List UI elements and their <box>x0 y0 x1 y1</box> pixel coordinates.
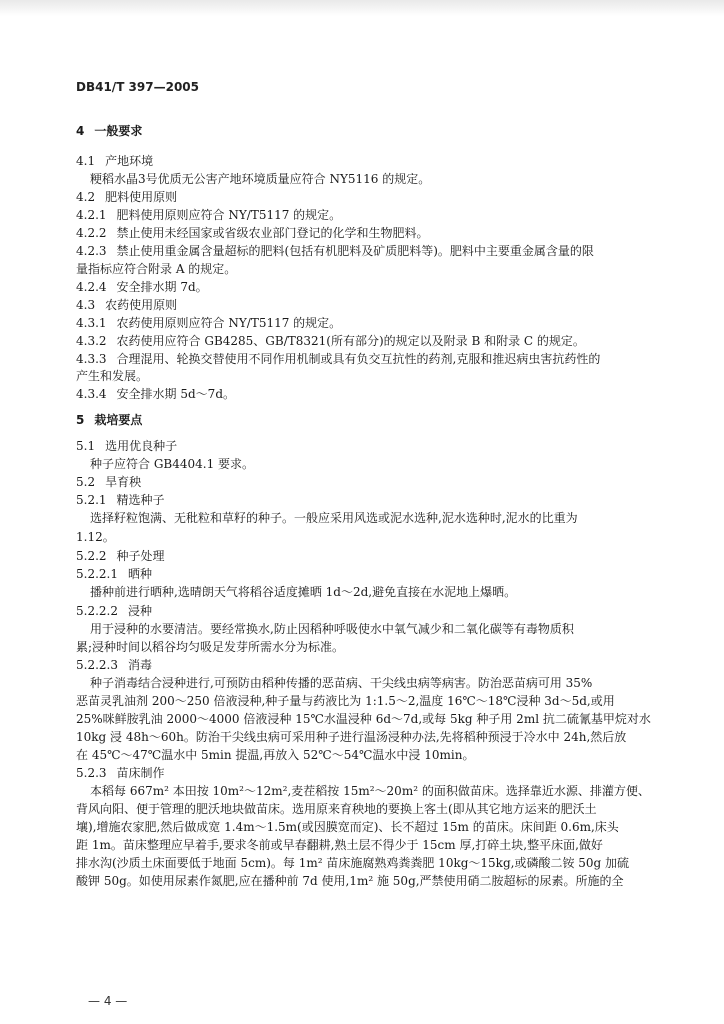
clause-text: 粳稻水晶3号优质无公害产地环境质量应符合 NY5116 的规定。 <box>90 172 431 186</box>
clause-text: 旱育秧 <box>105 475 142 489</box>
clause-text: 恶苗灵乳油剂 200～250 倍液浸种,种子量与药液比为 1:1.5～2,温度 16℃～18℃浸种 3d～5d,或用 <box>76 694 615 708</box>
text-line <box>76 874 648 888</box>
clause-text: 安全排水期 7d。 <box>116 280 208 294</box>
clause-number: 5.2 <box>76 475 96 489</box>
text-line <box>76 439 648 453</box>
text-line <box>76 712 651 726</box>
text-line <box>76 604 648 618</box>
clause-number: 4.2.2 <box>76 226 107 240</box>
text-line <box>76 622 648 636</box>
clause-text: 栽培要点 <box>94 413 143 427</box>
clause-number: 5.2.1 <box>76 493 107 507</box>
clause-text: 播种前进行晒种,选晴朗天气将稻谷适度摊晒 1d～2d,避免直接在水泥地上爆晒。 <box>90 585 517 599</box>
text-line <box>76 676 648 690</box>
clause-text: 精选种子 <box>116 493 165 507</box>
clause-number: 5.2.3 <box>76 766 107 780</box>
clause-text: 肥料使用原则应符合 NY/T5117 的规定。 <box>116 208 342 222</box>
clause-text: 25%咪鲜胺乳油 2000～4000 倍液浸种 15℃水温浸种 6d～7d,或每 5kg 种子用 2ml 抗二硫氰基甲烷对水 <box>76 712 651 726</box>
clause-text: 农药使用原则应符合 NY/T5117 的规定。 <box>116 316 342 330</box>
clause-number: 5.2.2 <box>76 549 107 563</box>
clause-text: 禁止使用未经国家或省级农业部门登记的化学和生物肥料。 <box>116 226 429 240</box>
clause-number: 4.2 <box>76 190 96 204</box>
clause-text: 量指标应符合附录 A 的规定。 <box>76 262 237 276</box>
clause-text: 安全排水期 5d～7d。 <box>116 387 235 401</box>
text-line <box>76 511 648 525</box>
text-line <box>76 694 648 708</box>
clause-number: 4.3.3 <box>76 352 107 366</box>
text-line <box>76 784 648 798</box>
clause-text: 1.12。 <box>76 530 115 544</box>
text-line <box>76 802 648 816</box>
text-line <box>76 457 648 471</box>
clause-text: 禁止使用重金属含量超标的肥料(包括有机肥料及矿质肥料等)。肥料中主要重金属含量的限 <box>116 244 594 258</box>
section-heading <box>76 413 648 427</box>
text-line <box>76 475 648 489</box>
text-line <box>76 730 648 744</box>
text-line <box>76 280 648 294</box>
clause-text: 用于浸种的水要清洁。要经常换水,防止因稻种呼吸使水中氧气减少和二氧化碳等有毒物质积 <box>90 622 574 636</box>
clause-text: 晒种 <box>127 567 152 581</box>
clause-text: 10kg 浸 48h～60h。防治干尖线虫病可采用种子进行温汤浸种办法,先将稻种预浸于冷水中 24h,然后放 <box>76 730 627 744</box>
text-line <box>76 549 648 563</box>
clause-text: 农药使用原则 <box>105 298 178 312</box>
clause-text: 距 1m。苗床整理应早着手,要求冬前或早春翻耕,熟土层不得少于 15cm 厚,打碎土块,整平床面,做好 <box>76 838 603 852</box>
clause-number: 5.1 <box>76 439 96 453</box>
clause-text: 产地环境 <box>105 154 154 168</box>
clause-text: 苗床制作 <box>116 766 165 780</box>
clause-number: 4.2.4 <box>76 280 107 294</box>
text-line <box>76 567 648 581</box>
text-line <box>76 856 648 870</box>
text-line <box>76 154 648 168</box>
clause-number: 4 <box>76 124 85 138</box>
clause-text: 消毒 <box>127 658 152 672</box>
clause-text: 农药使用应符合 GB4285、GB/T8321(所有部分)的规定以及附录 B 和附录 C 的规定。 <box>116 334 585 348</box>
text-line <box>76 352 648 366</box>
text-line <box>76 838 648 852</box>
text-line <box>76 387 648 401</box>
clause-text: 在 45℃～47℃温水中 5min 提温,再放入 52℃～54℃温水中浸 10min。 <box>76 748 475 762</box>
text-line <box>76 658 648 672</box>
text-line <box>76 766 648 780</box>
clause-number: 5 <box>76 413 85 427</box>
clause-number: 4.3 <box>76 298 96 312</box>
text-line <box>76 172 648 186</box>
text-line <box>76 820 648 834</box>
text-line <box>76 585 648 599</box>
clause-text: 种子应符合 GB4404.1 要求。 <box>90 457 255 471</box>
spacer <box>76 427 648 439</box>
scan-edge-shading <box>0 0 724 16</box>
document-body <box>76 124 651 888</box>
clause-text: 选用优良种子 <box>105 439 178 453</box>
text-line <box>76 316 648 330</box>
clause-number: 5.2.2.1 <box>76 567 118 581</box>
clause-number: 4.3.2 <box>76 334 107 348</box>
clause-text: 酸钾 50g。如使用尿素作氮肥,应在播种前 7d 使用,1m² 施 50g,严禁使用硝二胺超标的尿素。所施的全 <box>76 874 624 888</box>
clause-text: 选择籽粒饱满、无秕粒和草籽的种子。一般应采用风选或泥水选种,泥水选种时,泥水的比重为 <box>90 511 578 525</box>
clause-text: 种子处理 <box>116 549 165 563</box>
spacer <box>76 138 648 154</box>
document-code: DB41/T 397—2005 <box>76 80 199 94</box>
text-line <box>76 262 648 276</box>
text-line <box>76 640 648 654</box>
text-line <box>76 369 648 383</box>
clause-number: 4.2.1 <box>76 208 107 222</box>
clause-text: 背风向阳、便于管理的肥沃地块做苗床。选用原来育秧地的要换上客土(即从其它地方运来的肥沃土 <box>76 802 597 816</box>
text-line <box>76 226 648 240</box>
text-line <box>76 208 648 222</box>
clause-text: 排水沟(沙质土床面要低于地面 5cm)。每 1m² 苗床施腐熟鸡粪粪肥 10kg～15kg,或磷酸二铵 50g 加硫 <box>76 856 630 870</box>
spacer <box>76 401 648 413</box>
clause-number: 4.1 <box>76 154 96 168</box>
clause-number: 4.3.4 <box>76 387 107 401</box>
clause-number: 4.2.3 <box>76 244 107 258</box>
clause-text: 浸种 <box>127 604 152 618</box>
text-line <box>76 493 648 507</box>
clause-text: 本稻每 667m² 本田按 10m²～12m²,麦茬稻按 15m²～20m² 的面积做苗床。选择靠近水源、排灌方便、 <box>90 784 650 798</box>
clause-text: 累;浸种时间以稻谷均匀吸足发芽所需水分为标准。 <box>76 640 345 654</box>
clause-text: 一般要求 <box>94 124 143 138</box>
clause-text: 种子消毒结合浸种进行,可预防由稻种传播的恶苗病、干尖线虫病等病害。防治恶苗病可用 35% <box>90 676 593 690</box>
clause-number: 5.2.2.2 <box>76 604 118 618</box>
page-number: — 4 — <box>88 994 128 1008</box>
clause-number: 5.2.2.3 <box>76 658 118 672</box>
text-line <box>76 748 648 762</box>
clause-text: 合理混用、轮换交替使用不同作用机制或具有负交互抗性的药剂,克服和推迟病虫害抗药性的 <box>116 352 601 366</box>
clause-text: 肥料使用原则 <box>105 190 178 204</box>
clause-number: 4.3.1 <box>76 316 107 330</box>
text-line <box>76 190 648 204</box>
text-line <box>76 530 648 544</box>
text-line <box>76 244 648 258</box>
clause-text: 产生和发展。 <box>76 369 149 383</box>
text-line <box>76 298 648 312</box>
clause-text: 壤),增施农家肥,然后做成宽 1.4m～1.5m(或因膜宽而定)、长不超过 15m 的苗床。床间距 0.6m,床头 <box>76 820 619 834</box>
text-line <box>76 334 648 348</box>
section-heading <box>76 124 648 138</box>
